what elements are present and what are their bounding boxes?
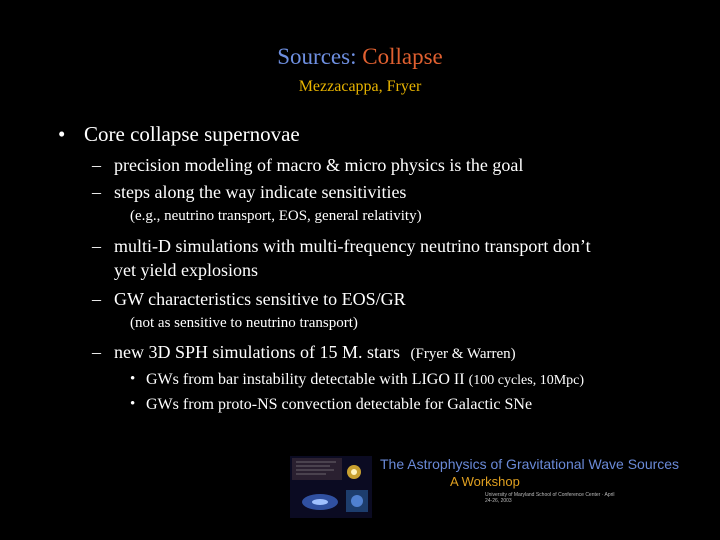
dash-icon: –	[92, 342, 101, 362]
workshop-banner	[290, 456, 680, 518]
dash-icon: –	[92, 289, 101, 309]
sub-bullet-multid-line1: multi-D simulations with multi-frequency neutrino transport don’t	[114, 236, 591, 256]
dash-icon: –	[92, 155, 101, 175]
slide-title	[0, 44, 720, 70]
bullet-dot-icon: •	[58, 122, 66, 146]
sph-text: new 3D SPH simulations of 15 M. stars	[114, 342, 401, 362]
slide-subtitle: Mezzacappa, Fryer	[298, 78, 422, 95]
sub-sub-bullet-conv: GWs from proto-NS convection detectable for Galactic SNe	[146, 396, 533, 413]
small-bullet-icon: •	[130, 396, 136, 412]
steps-note: (e.g., neutrino transport, EOS, general relativity)	[130, 208, 422, 224]
sub-bullet-gw: GW characteristics sensitive to EOS/GR	[114, 289, 406, 309]
banner-fine-print: University of Maryland School of Conference Center · April 24-26, 2003	[485, 492, 615, 504]
sub-bullet-steps: steps along the way indicate sensitivities	[114, 182, 407, 202]
bar-text: GWs from bar instability detectable with LIGO II	[146, 371, 465, 388]
title-part-collapse: Collapse	[362, 44, 443, 69]
dash-icon: –	[92, 182, 101, 202]
title-part-sources: Sources:	[277, 44, 357, 69]
dash-icon: –	[92, 236, 101, 256]
sub-bullet-precision: precision modeling of macro & micro physics is the goal	[114, 155, 524, 175]
small-bullet-icon: •	[130, 371, 136, 387]
bar-note: (100 cycles, 10Mpc)	[468, 373, 585, 388]
bullet-core-collapse: Core collapse supernovae	[84, 122, 300, 146]
sub-bullet-multid-line2: yet yield explosions	[114, 260, 258, 280]
banner-subtitle: A Workshop	[450, 474, 520, 489]
sub-sub-bullet-bar	[146, 371, 584, 389]
gw-note: (not as sensitive to neutrino transport)	[130, 315, 358, 331]
banner-title: The Astrophysics of Gravitational Wave Sources	[380, 456, 680, 472]
workshop-thumbnail-image	[290, 456, 372, 518]
sph-note: (Fryer & Warren)	[410, 346, 516, 362]
sub-bullet-sph	[114, 342, 516, 363]
